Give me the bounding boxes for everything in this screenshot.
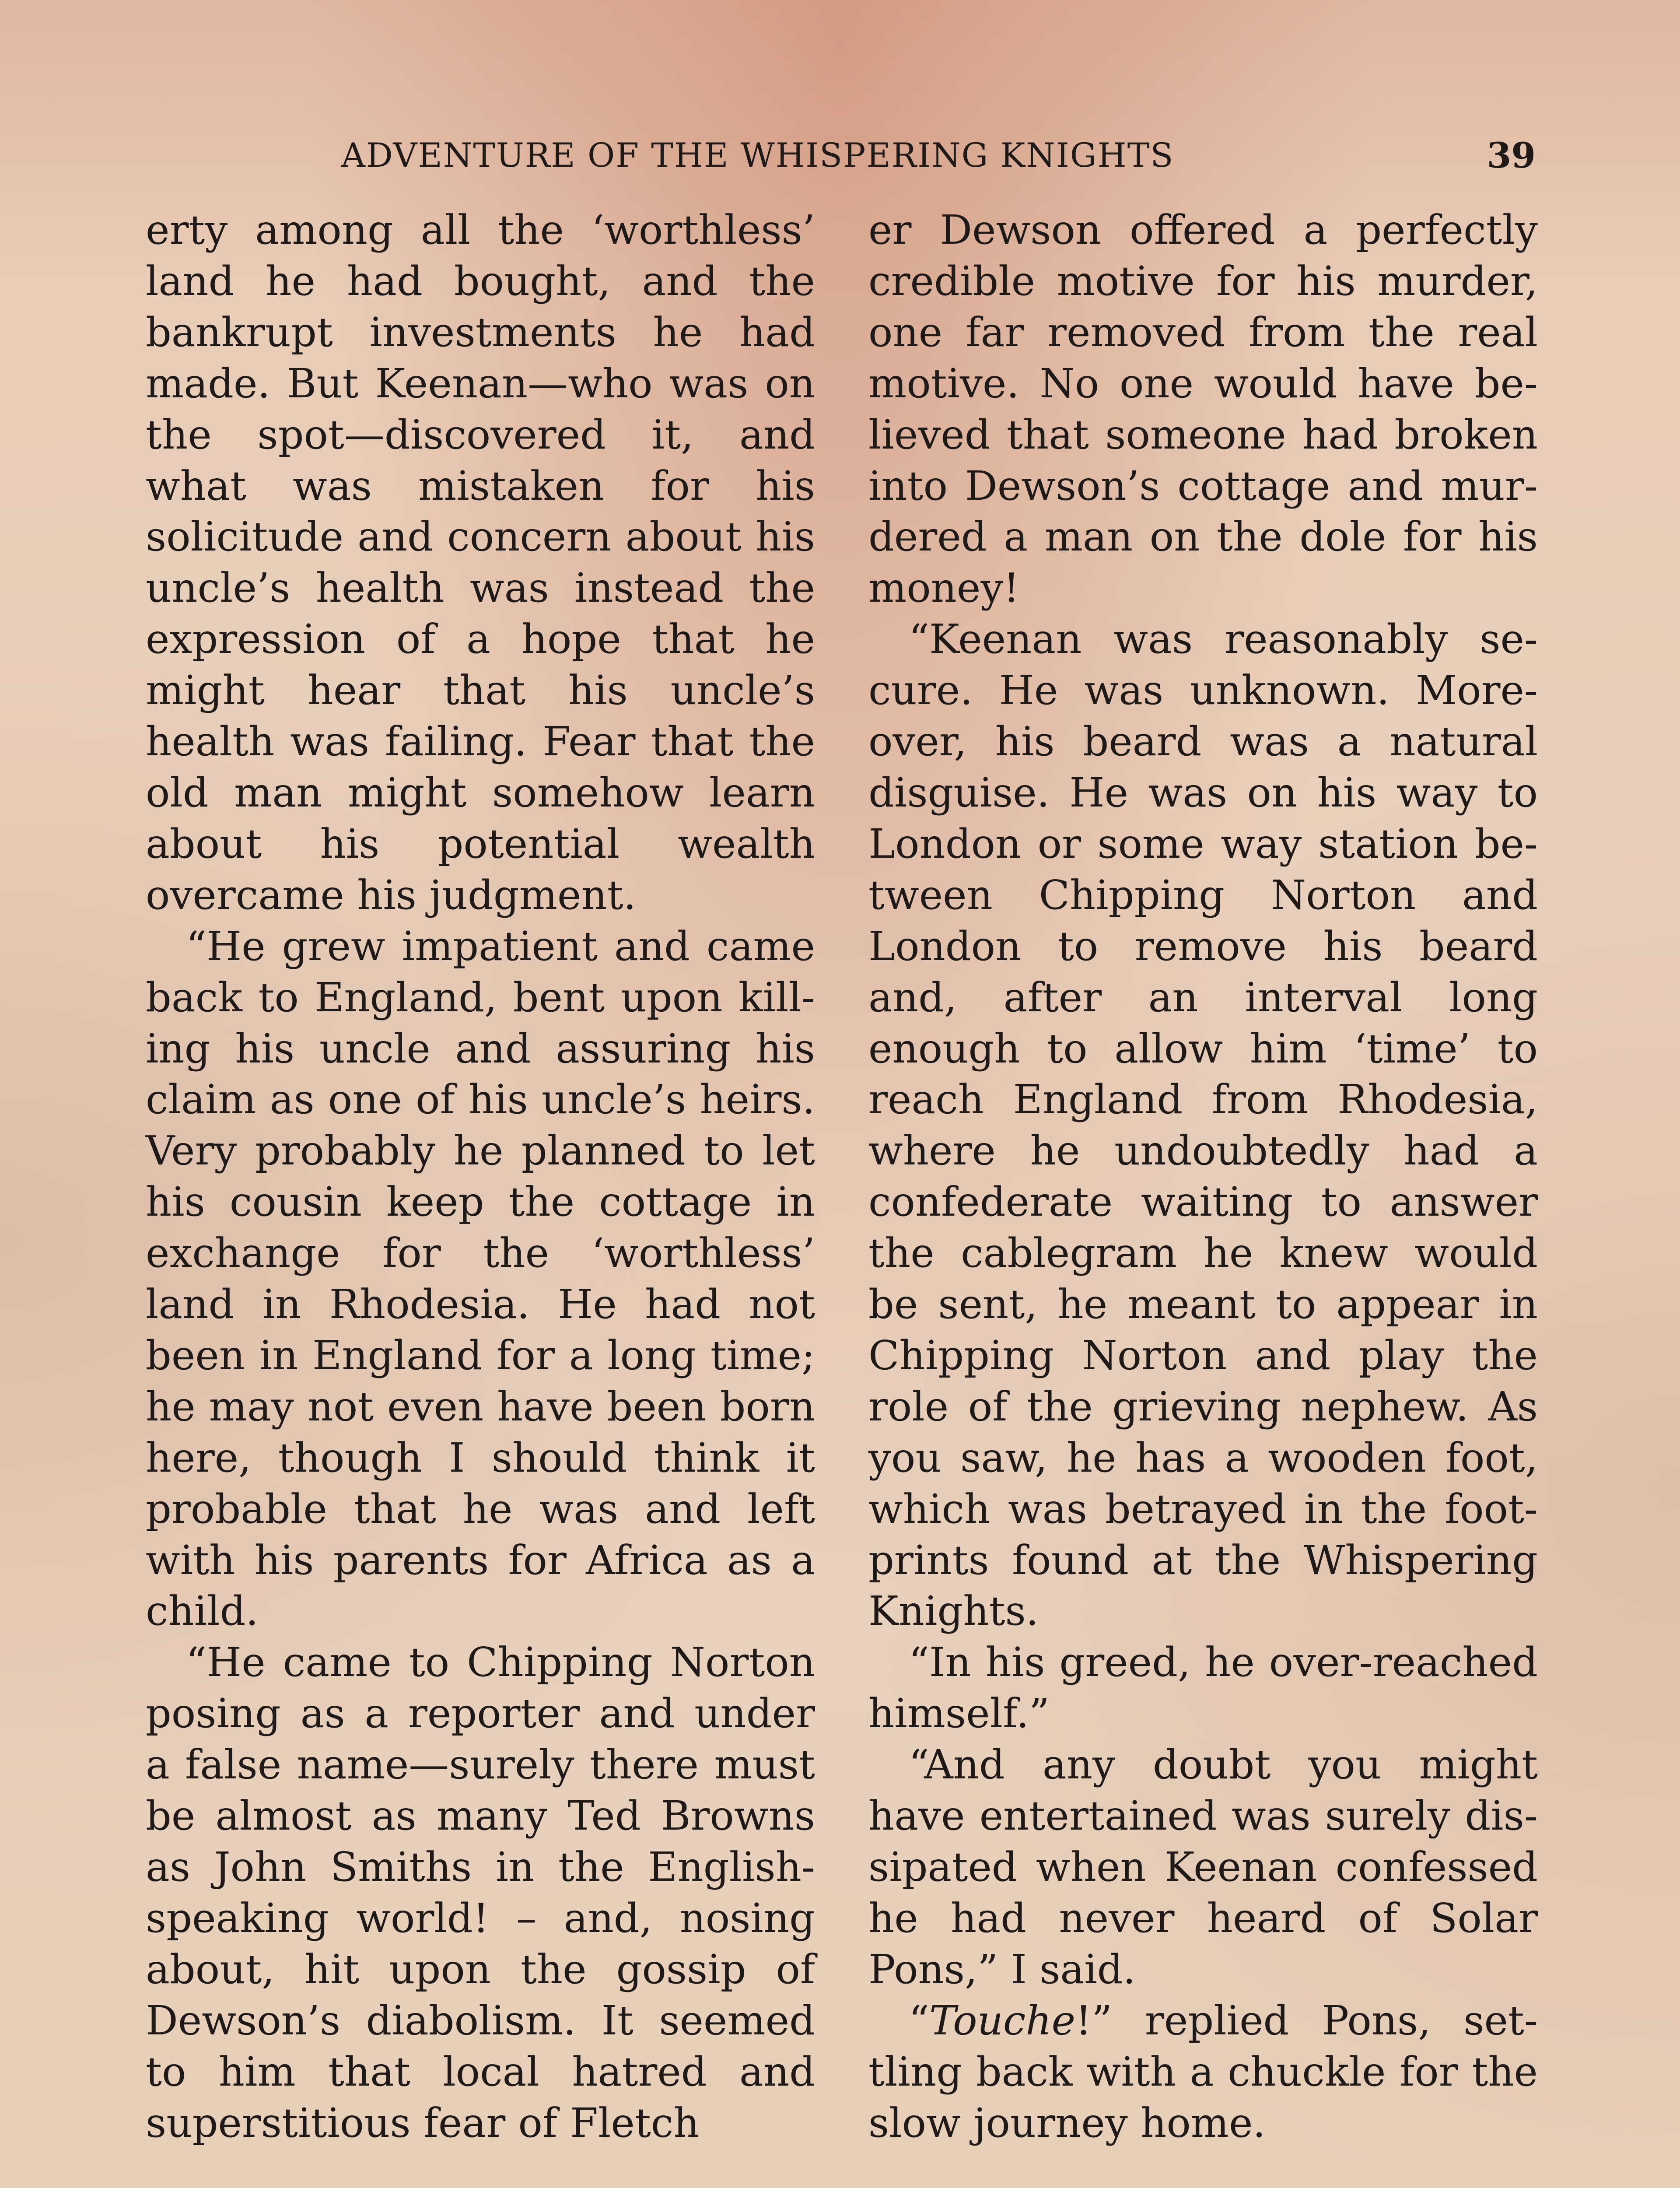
paragraph-final bbox=[868, 1995, 1538, 2149]
paragraph: er Dewson offered a perfectly credible motive for his murder, one far removed from the real motive. No one would have believed that someone had broken into Dewson’s cottage and murdered a man on the dole for his money! bbox=[868, 207, 1538, 612]
paragraph: “He grew impatient and came back to England, bent upon killing his uncle and assuring his claim as one of his uncle’s heirs. Very probably he planned to let his cousin keep the cottage in exchange for the ‘worthless’ land in Rhodesia. He had not been in England for a long time; he may not even have been born here, though I should think it probable that he was and left with his parents for Africa as a child. bbox=[146, 922, 815, 1635]
paragraph: “In his greed, he over-reached himself.” bbox=[868, 1639, 1538, 1737]
paragraph: “And any doubt you might have entertained was surely dissipated when Keenan confessed he had never heard of Solar Pons,” I said. bbox=[868, 1741, 1538, 1993]
paragraph: erty among all the ‘worthless’ land he had bought, and the bankrupt investments he had made. But Keenan—who was on the spot—discovered it, and what was mistaken for his solicitude and concern about his uncle’s health was instead the expression of a hope that he might hear that his uncle’s health was failing. Fear that the old man might somehow learn about his potential wealth overcame his judgment. bbox=[146, 207, 815, 919]
italic-word: Touche bbox=[929, 1997, 1076, 2044]
page-number: 39 bbox=[1487, 135, 1536, 176]
paragraph: “Keenan was reasonably secure. He was unknown. Moreover, his beard was a natural disguise. He was on his way to London or some way station between Chipping Norton and London to remove his beard and, after an interval long enough to allow him ‘time’ to reach England from Rhodesia, where he undoubtedly had a confederate waiting to answer the cablegram he knew would be sent, he meant to appear in Chipping Norton and play the role of the grieving nephew. As you saw, he has a wooden foot, which was betrayed in the footprints found at the Whispering Knights. bbox=[868, 616, 1538, 1635]
paragraph: “He came to Chipping Norton posing as a reporter and under a false name—surely there must be almost as many Ted Browns as John Smiths in the English-speaking world! – and, nosing about, hit upon the gossip of Dewson’s diabolism. It seemed to him that local hatred and superstitious fear of Fletch bbox=[146, 1639, 815, 2146]
paragraph-rest: !” replied Pons, settling back with a chuckle for the slow journey home. bbox=[868, 1997, 1538, 2146]
left-column bbox=[146, 205, 815, 2149]
running-head bbox=[144, 131, 1536, 179]
open-quote: “ bbox=[909, 1997, 930, 2044]
running-title: ADVENTURE OF THE WHISPERING KNIGHTS bbox=[341, 136, 1174, 175]
right-column bbox=[868, 205, 1538, 2149]
